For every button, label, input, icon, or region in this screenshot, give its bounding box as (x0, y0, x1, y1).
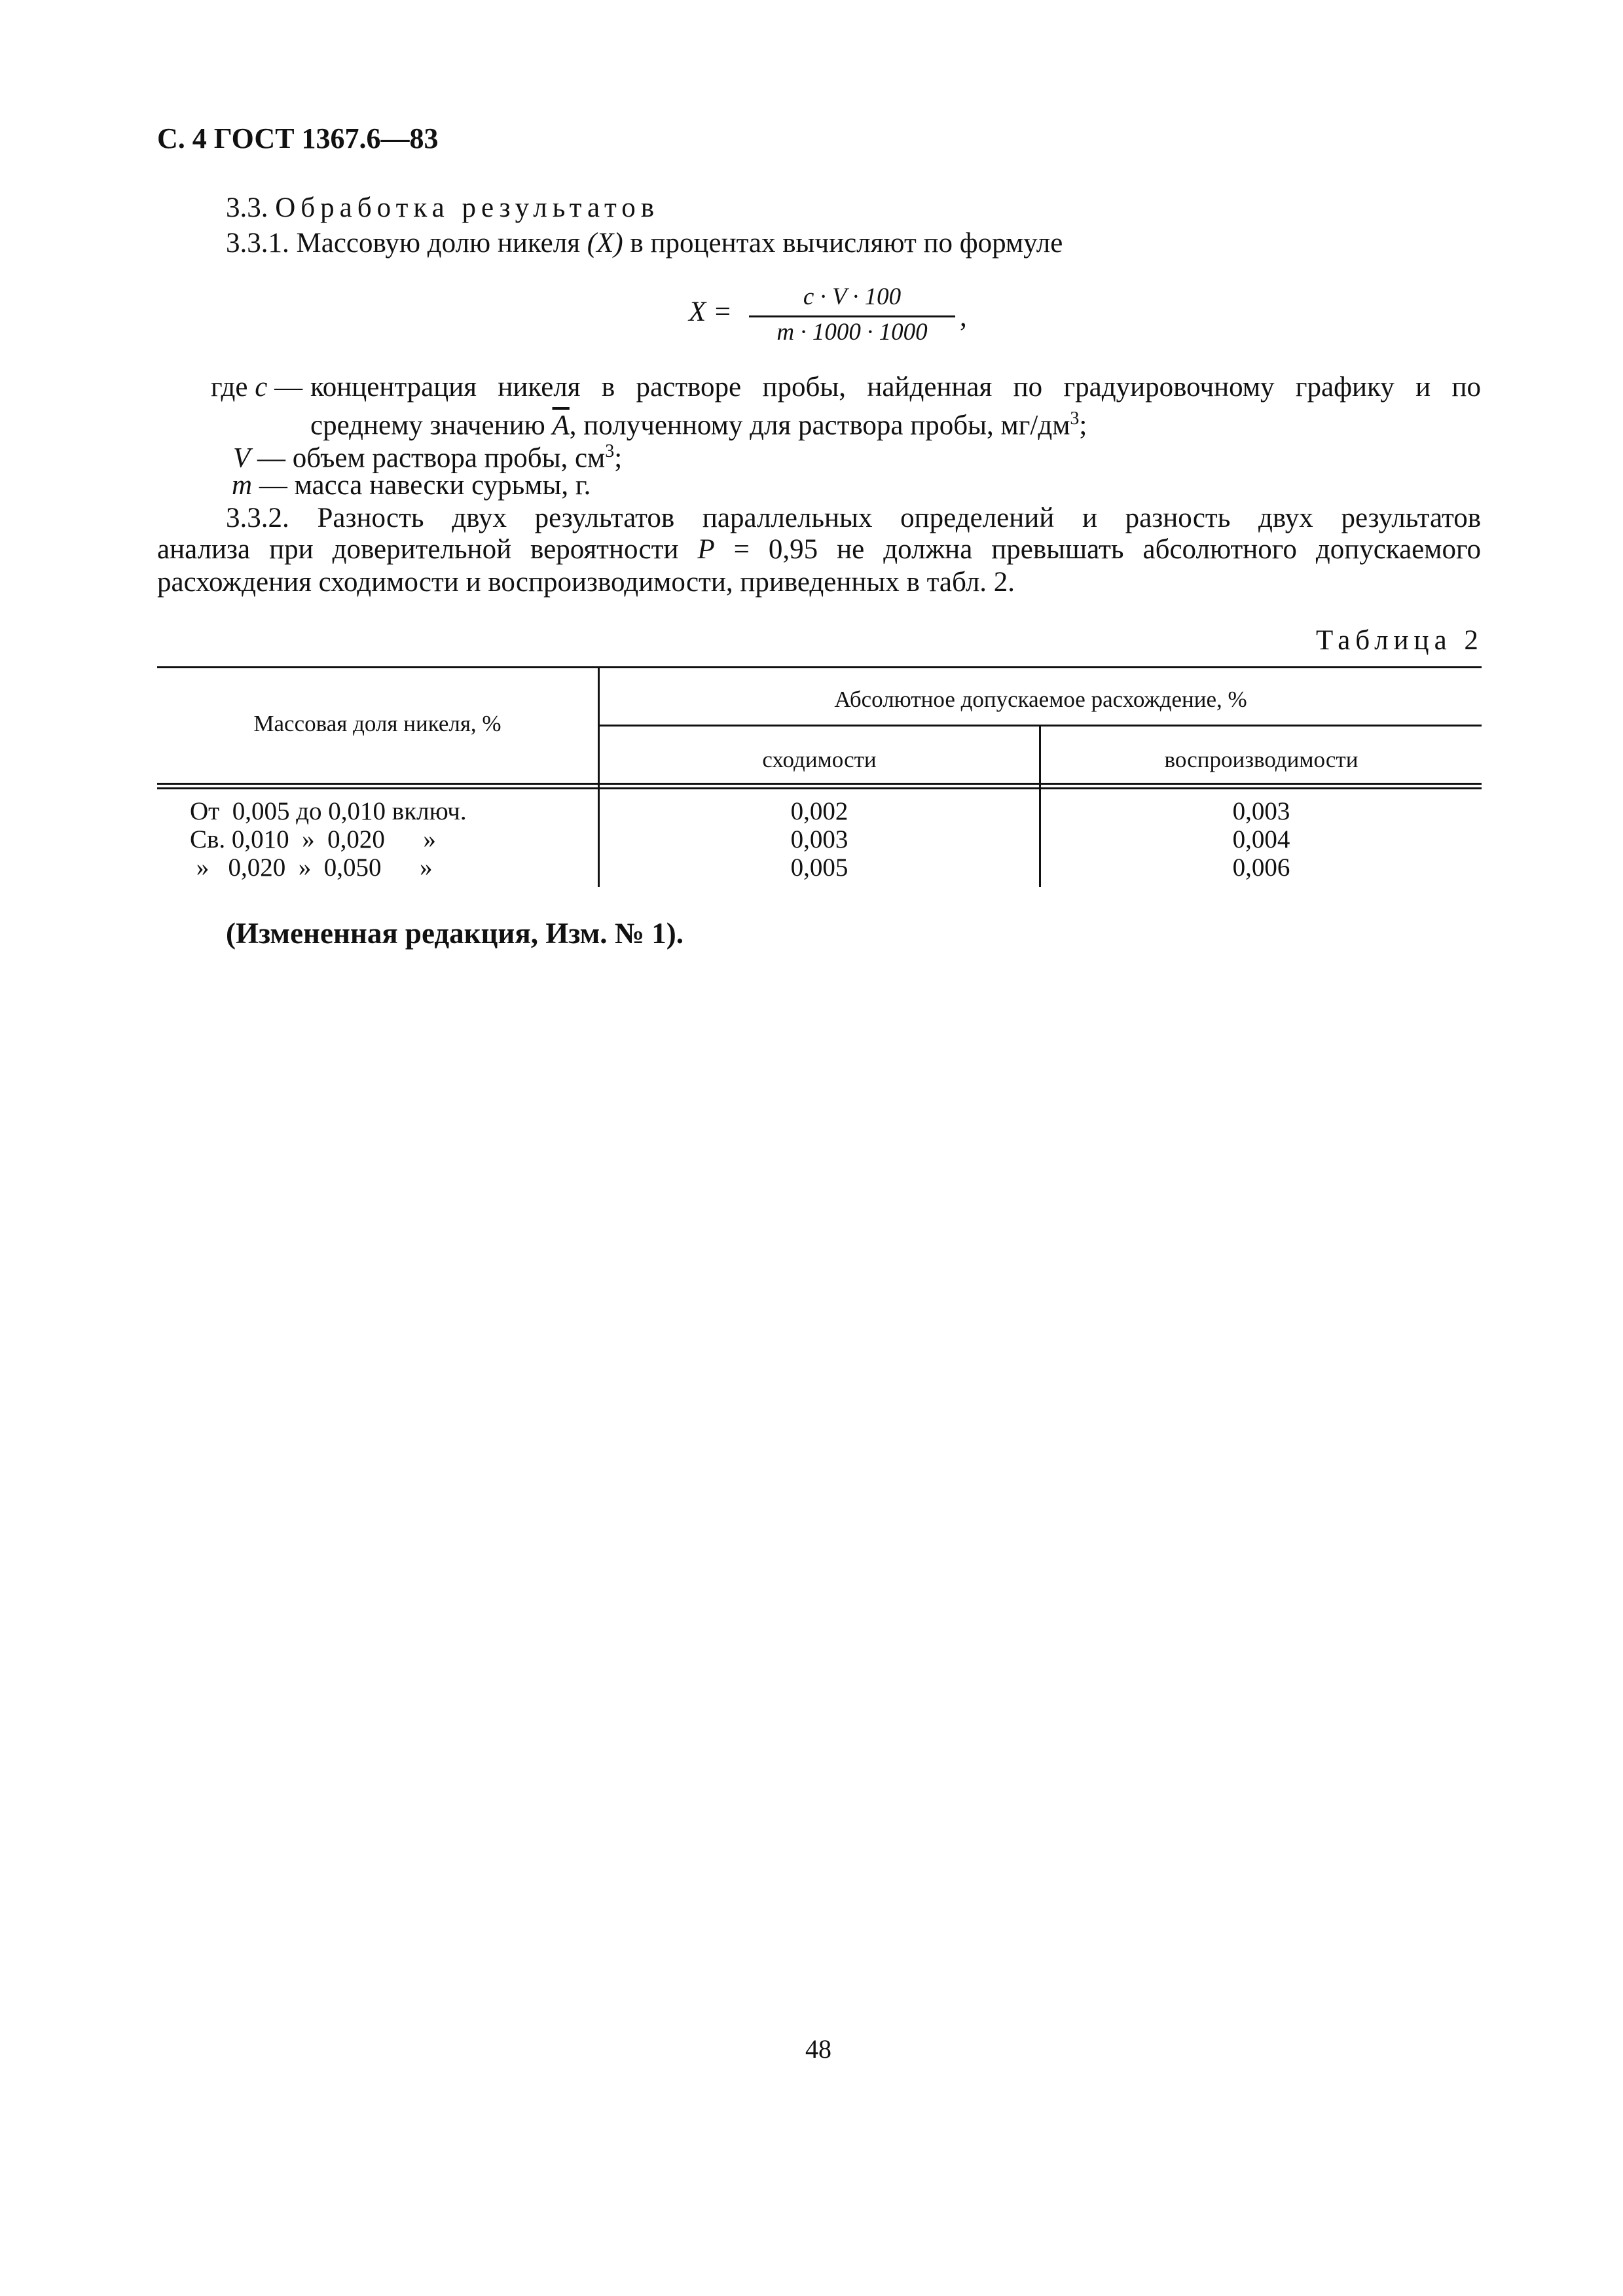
table-row-2-reproducibility: 0,004 (1232, 825, 1290, 853)
text-run: ; (614, 442, 623, 474)
section-3-3-2-line1: 3.3.2. Разность двух результатов параллельных определений и разность двух результатов (226, 503, 1481, 533)
text-run: анализа при доверительной вероятности (157, 534, 679, 565)
definitions-lead (211, 370, 302, 404)
symbol-v: V (233, 442, 251, 474)
fraction-bar (749, 315, 955, 317)
text-run: ; (1079, 410, 1087, 441)
text-run: , полученному для раствора пробы, мг/дм (569, 410, 1070, 441)
text-run: объем раствора пробы, см (292, 442, 606, 474)
section-number: 3.3. (226, 192, 268, 223)
formula (689, 283, 967, 356)
header-reproducibility: воспроизводимости (1164, 747, 1359, 772)
dash: — (257, 442, 286, 474)
table-row-2-range: Св. 0,010 » 0,020 » (190, 825, 436, 853)
definition-c-line1: концентрация никеля в растворе пробы, найденная по градуировочному графику и по (310, 372, 1481, 403)
definition-m (232, 469, 591, 503)
text-run: масса навески сурьмы, г. (294, 470, 591, 501)
dash: — (259, 470, 287, 501)
section-title: Обработка результатов (275, 192, 659, 223)
page-number: 48 (805, 2034, 831, 2064)
variable-x: (X) (587, 228, 623, 259)
table-header-rule-a (157, 783, 1482, 785)
section-3-3-heading (226, 191, 659, 225)
text-run: = 0,95 не должна превышать абсолютного допускаемого (733, 534, 1482, 565)
where-word: где (211, 372, 248, 403)
section-3-3-1-text (226, 226, 1063, 260)
formula-lhs: X = (689, 296, 733, 327)
table-top-rule (157, 666, 1482, 668)
header-convergence: сходимости (762, 747, 877, 772)
text-run: в процентах вычисляют по формуле (630, 228, 1063, 259)
superscript: 3 (605, 441, 615, 461)
dash: — (274, 372, 303, 403)
table-row-1-convergence: 0,002 (790, 797, 848, 825)
running-head: С. 4 ГОСТ 1367.6—83 (157, 122, 439, 154)
header-mass-fraction: Массовая доля никеля, % (253, 711, 501, 736)
text-run: среднему значению (310, 410, 545, 441)
symbol-c: c (255, 372, 268, 403)
amendment-note: (Измененная редакция, Изм. № 1). (226, 917, 684, 950)
formula-denominator: m · 1000 · 1000 (776, 319, 928, 346)
section-3-3-2-line3: расхождения сходимости и воспроизводимости, приведенных в табл. 2. (157, 567, 1015, 598)
section-3-3-2-line2 (157, 533, 1481, 567)
table-caption: Таблица 2 (1316, 625, 1484, 656)
table-row-3-range: » 0,020 » 0,050 » (190, 853, 433, 882)
superscript: 3 (1070, 408, 1080, 429)
table-row-3-reproducibility: 0,006 (1232, 853, 1290, 882)
table-row-3-convergence: 0,005 (790, 853, 848, 882)
header-tolerance-group: Абсолютное допускаемое расхождение, % (834, 687, 1247, 712)
formula-numerator: c · V · 100 (803, 283, 902, 310)
table-row-1-reproducibility: 0,003 (1232, 797, 1290, 825)
table-header-rule-b (157, 787, 1482, 789)
table-row-2-convergence: 0,003 (790, 825, 848, 853)
symbol-m: m (232, 470, 253, 501)
formula-trail: , (960, 302, 967, 332)
symbol-a-mean: $\overline{A}$ (552, 410, 570, 441)
table-row-1-range: От 0,005 до 0,010 включ. (190, 797, 467, 825)
text-run: 3.3.1. Массовую долю никеля (226, 228, 581, 259)
symbol-p: P (697, 534, 715, 565)
